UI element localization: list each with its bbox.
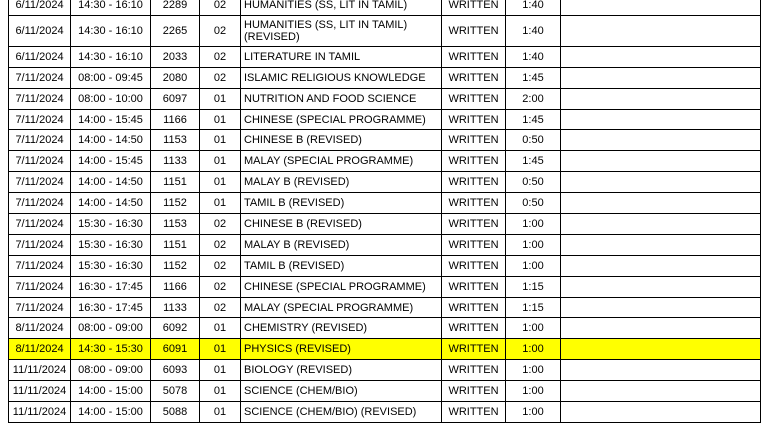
- mode-cell: WRITTEN: [442, 172, 506, 193]
- date-cell: 8/11/2024: [9, 318, 71, 339]
- paper-number-cell: 01: [200, 318, 241, 339]
- remarks-cell: [561, 0, 761, 15]
- duration-cell: 1:45: [506, 67, 561, 88]
- remarks-cell: [561, 297, 761, 318]
- paper-number-cell: 01: [200, 130, 241, 151]
- date-cell: 6/11/2024: [9, 0, 71, 15]
- subject-code-cell: 6093: [151, 360, 200, 381]
- time-cell: 16:30 - 17:45: [71, 297, 151, 318]
- paper-number-cell: 01: [200, 339, 241, 360]
- time-cell: 14:00 - 15:00: [71, 381, 151, 402]
- remarks-cell: [561, 46, 761, 67]
- duration-cell: 1:15: [506, 297, 561, 318]
- mode-cell: WRITTEN: [442, 130, 506, 151]
- table-row: [9, 297, 761, 318]
- time-cell: 14:00 - 14:50: [71, 172, 151, 193]
- time-cell: 08:00 - 10:00: [71, 88, 151, 109]
- time-cell: 15:30 - 16:30: [71, 234, 151, 255]
- mode-cell: WRITTEN: [442, 46, 506, 67]
- paper-number-cell: 01: [200, 381, 241, 402]
- paper-number-cell: 01: [200, 151, 241, 172]
- table-row: [9, 234, 761, 255]
- date-cell: 7/11/2024: [9, 276, 71, 297]
- duration-cell: 1:00: [506, 255, 561, 276]
- subject-code-cell: 2033: [151, 46, 200, 67]
- mode-cell: WRITTEN: [442, 151, 506, 172]
- table-row: [9, 88, 761, 109]
- mode-cell: WRITTEN: [442, 318, 506, 339]
- subject-name-cell: TAMIL B (REVISED): [241, 193, 442, 214]
- table-row: [9, 46, 761, 67]
- duration-cell: 1:00: [506, 214, 561, 235]
- subject-code-cell: 1133: [151, 297, 200, 318]
- remarks-cell: [561, 318, 761, 339]
- paper-number-cell: 01: [200, 109, 241, 130]
- date-cell: 11/11/2024: [9, 381, 71, 402]
- time-cell: 08:00 - 09:45: [71, 67, 151, 88]
- time-cell: 14:30 - 16:10: [71, 15, 151, 46]
- subject-name-cell: TAMIL B (REVISED): [241, 255, 442, 276]
- remarks-cell: [561, 88, 761, 109]
- mode-cell: WRITTEN: [442, 67, 506, 88]
- paper-number-cell: 02: [200, 234, 241, 255]
- subject-name-cell: MALAY (SPECIAL PROGRAMME): [241, 151, 442, 172]
- table-row: [9, 151, 761, 172]
- duration-cell: 1:40: [506, 15, 561, 46]
- subject-name-cell: LITERATURE IN TAMIL: [241, 46, 442, 67]
- time-cell: 14:30 - 15:30: [71, 339, 151, 360]
- subject-name-cell: CHEMISTRY (REVISED): [241, 318, 442, 339]
- table-row: [9, 15, 761, 46]
- subject-code-cell: 1151: [151, 172, 200, 193]
- duration-cell: 1:00: [506, 318, 561, 339]
- subject-name-cell: HUMANITIES (SS, LIT IN TAMIL)(REVISED): [241, 15, 442, 46]
- time-cell: 15:30 - 16:30: [71, 255, 151, 276]
- duration-cell: 0:50: [506, 193, 561, 214]
- date-cell: 7/11/2024: [9, 67, 71, 88]
- time-cell: 14:30 - 16:10: [71, 46, 151, 67]
- time-cell: 14:00 - 14:50: [71, 130, 151, 151]
- paper-number-cell: 02: [200, 214, 241, 235]
- subject-code-cell: 6097: [151, 88, 200, 109]
- remarks-cell: [561, 172, 761, 193]
- subject-name-cell: CHINESE B (REVISED): [241, 214, 442, 235]
- remarks-cell: [561, 15, 761, 46]
- subject-code-cell: 1152: [151, 193, 200, 214]
- remarks-cell: [561, 234, 761, 255]
- remarks-cell: [561, 151, 761, 172]
- table-row: [9, 193, 761, 214]
- table-row: [9, 318, 761, 339]
- date-cell: 7/11/2024: [9, 255, 71, 276]
- duration-cell: 1:40: [506, 46, 561, 67]
- subject-name-cell: NUTRITION AND FOOD SCIENCE: [241, 88, 442, 109]
- mode-cell: WRITTEN: [442, 297, 506, 318]
- time-cell: 16:30 - 17:45: [71, 276, 151, 297]
- paper-number-cell: 01: [200, 172, 241, 193]
- time-cell: 15:30 - 16:30: [71, 214, 151, 235]
- date-cell: 11/11/2024: [9, 360, 71, 381]
- paper-number-cell: 02: [200, 0, 241, 15]
- date-cell: 7/11/2024: [9, 172, 71, 193]
- mode-cell: WRITTEN: [442, 15, 506, 46]
- subject-name-cell: ISLAMIC RELIGIOUS KNOWLEDGE: [241, 67, 442, 88]
- duration-cell: 0:50: [506, 172, 561, 193]
- subject-name-cell: MALAY B (REVISED): [241, 234, 442, 255]
- subject-name-cell: BIOLOGY (REVISED): [241, 360, 442, 381]
- mode-cell: WRITTEN: [442, 255, 506, 276]
- duration-cell: 1:45: [506, 109, 561, 130]
- date-cell: 6/11/2024: [9, 46, 71, 67]
- date-cell: 7/11/2024: [9, 214, 71, 235]
- subject-name-cell: PHYSICS (REVISED): [241, 339, 442, 360]
- paper-number-cell: 02: [200, 255, 241, 276]
- timetable-body: [9, 0, 761, 422]
- date-cell: 7/11/2024: [9, 130, 71, 151]
- time-cell: 14:00 - 15:45: [71, 151, 151, 172]
- paper-number-cell: 02: [200, 67, 241, 88]
- table-row: [9, 381, 761, 402]
- date-cell: 7/11/2024: [9, 109, 71, 130]
- exam-timetable: [8, 0, 761, 423]
- remarks-cell: [561, 67, 761, 88]
- date-cell: 7/11/2024: [9, 193, 71, 214]
- table-row: [9, 67, 761, 88]
- remarks-cell: [561, 109, 761, 130]
- remarks-cell: [561, 130, 761, 151]
- date-cell: 7/11/2024: [9, 151, 71, 172]
- table-row: [9, 255, 761, 276]
- subject-code-cell: 5088: [151, 402, 200, 423]
- subject-name-cell: SCIENCE (CHEM/BIO): [241, 381, 442, 402]
- duration-cell: 1:00: [506, 381, 561, 402]
- table-row: [9, 172, 761, 193]
- mode-cell: WRITTEN: [442, 339, 506, 360]
- table-row: [9, 276, 761, 297]
- mode-cell: WRITTEN: [442, 109, 506, 130]
- subject-name-cell: SCIENCE (CHEM/BIO) (REVISED): [241, 402, 442, 423]
- mode-cell: WRITTEN: [442, 276, 506, 297]
- remarks-cell: [561, 276, 761, 297]
- remarks-cell: [561, 360, 761, 381]
- subject-code-cell: 2265: [151, 15, 200, 46]
- subject-code-cell: 6091: [151, 339, 200, 360]
- subject-code-cell: 2289: [151, 0, 200, 15]
- date-cell: 11/11/2024: [9, 402, 71, 423]
- paper-number-cell: 01: [200, 402, 241, 423]
- duration-cell: 1:40: [506, 0, 561, 15]
- remarks-cell: [561, 214, 761, 235]
- date-cell: 7/11/2024: [9, 297, 71, 318]
- date-cell: 7/11/2024: [9, 88, 71, 109]
- subject-code-cell: 1153: [151, 130, 200, 151]
- subject-code-cell: 5078: [151, 381, 200, 402]
- date-cell: 6/11/2024: [9, 15, 71, 46]
- paper-number-cell: 01: [200, 88, 241, 109]
- duration-cell: 1:15: [506, 276, 561, 297]
- subject-code-cell: 1166: [151, 276, 200, 297]
- remarks-cell: [561, 255, 761, 276]
- paper-number-cell: 02: [200, 46, 241, 67]
- time-cell: 14:00 - 14:50: [71, 193, 151, 214]
- subject-code-cell: 1166: [151, 109, 200, 130]
- subject-name-cell: MALAY (SPECIAL PROGRAMME): [241, 297, 442, 318]
- duration-cell: 1:00: [506, 234, 561, 255]
- mode-cell: WRITTEN: [442, 214, 506, 235]
- subject-code-cell: 2080: [151, 67, 200, 88]
- table-row: [9, 339, 761, 360]
- subject-name-cell: CHINESE (SPECIAL PROGRAMME): [241, 276, 442, 297]
- time-cell: 08:00 - 09:00: [71, 360, 151, 381]
- remarks-cell: [561, 339, 761, 360]
- mode-cell: WRITTEN: [442, 381, 506, 402]
- time-cell: 08:00 - 09:00: [71, 318, 151, 339]
- time-cell: 14:30 - 16:10: [71, 0, 151, 15]
- mode-cell: WRITTEN: [442, 193, 506, 214]
- subject-name-cell: CHINESE (SPECIAL PROGRAMME): [241, 109, 442, 130]
- table-row: [9, 214, 761, 235]
- duration-cell: 0:50: [506, 130, 561, 151]
- paper-number-cell: 02: [200, 276, 241, 297]
- subject-name-cell: MALAY B (REVISED): [241, 172, 442, 193]
- subject-code-cell: 1133: [151, 151, 200, 172]
- remarks-cell: [561, 381, 761, 402]
- mode-cell: WRITTEN: [442, 234, 506, 255]
- duration-cell: 2:00: [506, 88, 561, 109]
- mode-cell: WRITTEN: [442, 360, 506, 381]
- mode-cell: WRITTEN: [442, 0, 506, 15]
- time-cell: 14:00 - 15:00: [71, 402, 151, 423]
- duration-cell: 1:00: [506, 360, 561, 381]
- duration-cell: 1:00: [506, 339, 561, 360]
- subject-name-cell: HUMANITIES (SS, LIT IN TAMIL): [241, 0, 442, 15]
- date-cell: 7/11/2024: [9, 234, 71, 255]
- table-row: [9, 130, 761, 151]
- mode-cell: WRITTEN: [442, 402, 506, 423]
- duration-cell: 1:00: [506, 402, 561, 423]
- subject-code-cell: 1152: [151, 255, 200, 276]
- table-row: [9, 109, 761, 130]
- time-cell: 14:00 - 15:45: [71, 109, 151, 130]
- paper-number-cell: 01: [200, 193, 241, 214]
- paper-number-cell: 01: [200, 360, 241, 381]
- duration-cell: 1:45: [506, 151, 561, 172]
- table-row: [9, 360, 761, 381]
- subject-code-cell: 1151: [151, 234, 200, 255]
- paper-number-cell: 02: [200, 297, 241, 318]
- remarks-cell: [561, 193, 761, 214]
- remarks-cell: [561, 402, 761, 423]
- mode-cell: WRITTEN: [442, 88, 506, 109]
- table-row: [9, 0, 761, 15]
- subject-name-cell: CHINESE B (REVISED): [241, 130, 442, 151]
- subject-code-cell: 6092: [151, 318, 200, 339]
- paper-number-cell: 02: [200, 15, 241, 46]
- table-row: [9, 402, 761, 423]
- date-cell: 8/11/2024: [9, 339, 71, 360]
- subject-code-cell: 1153: [151, 214, 200, 235]
